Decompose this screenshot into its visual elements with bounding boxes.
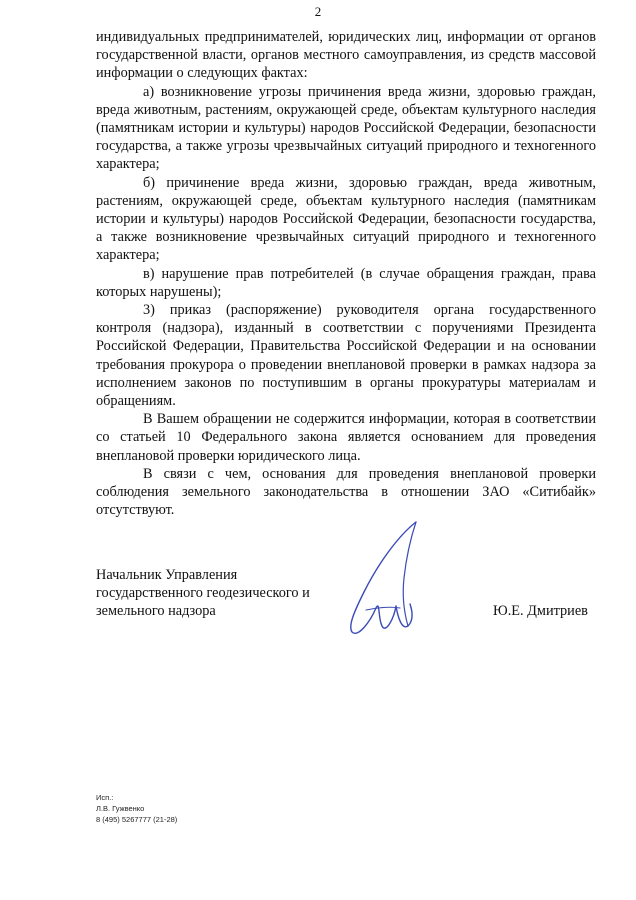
- executor-info: [96, 792, 177, 825]
- executor-phone: 8 (495) 5267777 (21-28): [96, 815, 178, 824]
- paragraph: а) возникновение угрозы причинения вреда жизни, здоровью граждан, вреда животным, растениям, окружающей среде, объектам культурного наследия (памятникам истории и культуры) народов Российской Федерации, безопасности государства, а также угрозы чрезвычайных ситуаций природного и техногенного характера;: [96, 83, 596, 173]
- paragraph: б) причинение вреда жизни, здоровью граждан, вреда животным, растениям, окружающей среде, объектам культурного наследия (памятникам истории и культуры) народов Российской Федерации, безопасности государства, а также возникновение чрезвычайных ситуаций природного и техногенного характера;: [96, 174, 596, 264]
- executor-name: Л.В. Гужвенко: [96, 804, 145, 813]
- position-line: государственного геодезического и: [96, 585, 310, 602]
- letter-body: [96, 28, 596, 519]
- signatory-name: Ю.Е. Дмитриев: [493, 603, 588, 619]
- handwritten-signature: [338, 514, 448, 649]
- position-line: Начальник Управления: [96, 567, 238, 583]
- paragraph: В связи с чем, основания для проведения внеплановой проверки соблюдения земельного законодательства в отношении ЗАО «Ситибайк» отсутствуют.: [96, 465, 596, 519]
- signatory-position: [96, 566, 310, 621]
- paragraph: 3) приказ (распоряжение) руководителя органа государственного контроля (надзора), изданный в соответствии с поручениями Президента Российской Федерации, Правительства Российской Федерации и на основании требования прокурора о проведении внеплановой проверки в рамках надзора за исполнением законов по поступившим в органы прокуратуры материалам и обращениям.: [96, 302, 596, 410]
- page-number: 2: [314, 4, 322, 19]
- paragraph: индивидуальных предпринимателей, юридических лиц, информации от органов государственной власти, органов местного самоуправления, из средств массовой информации о следующих фактах:: [96, 29, 596, 82]
- executor-label: Исп.:: [96, 793, 114, 802]
- position-line: земельного надзора: [96, 603, 216, 620]
- paragraph: в) нарушение прав потребителей (в случае обращения граждан, права которых нарушены);: [96, 265, 596, 300]
- paragraph: В Вашем обращении не содержится информации, которая в соответствии со статьей 10 Федерального закона является основанием для проведения внеплановой проверки юридического лица.: [96, 411, 596, 464]
